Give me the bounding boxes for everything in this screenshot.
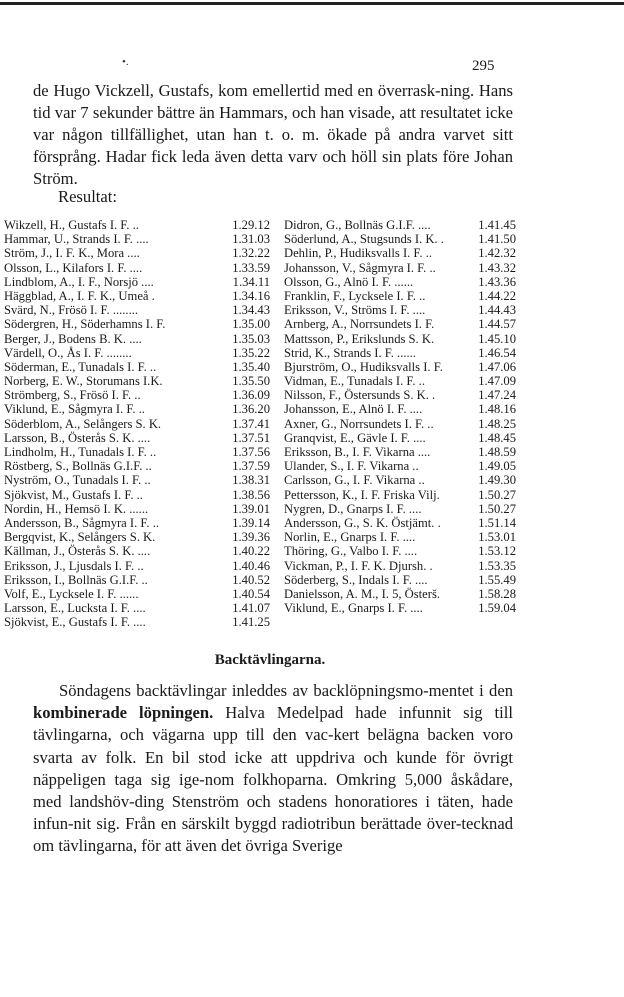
result-time: 1.55.49 — [478, 572, 516, 587]
result-name: Berger, J., Bodens B. K. .... — [4, 331, 142, 346]
result-name: Lindholm, H., Tunadals I. F. .. — [4, 445, 157, 459]
result-name: Hammar, U., Strands I. F. .... — [4, 232, 149, 247]
body-text-part2: Halva Medelpad hade infunnit sig till tävlingarna, och vägarna upp till den vac-kert belägna backen voro svarta av folk. En bil stod icke att uppdriva och kunde för övrigt näppeligen taga sig ige-nom folkhoparna. Omkring 5,000 åskådare, med landshöv-ding Stenström och stadens honoratiores i täten, hade infun-nit sig. Från en särskilt byggd radiotribun berättade över-tecknad om tävlingarna, för att även det övriga Sverige — [33, 703, 513, 856]
result-time: 1.48.59 — [478, 445, 516, 459]
result-row — [284, 445, 516, 459]
result-row — [4, 445, 270, 459]
result-name: Söderman, E., Tunadals I. F. .. — [4, 359, 157, 374]
result-time: 1.48.45 — [478, 430, 516, 445]
result-row — [284, 530, 516, 544]
result-name: Nyström, O., Tunadals I. F. .. — [4, 473, 151, 488]
result-time: 1.43.36 — [478, 274, 516, 289]
result-time: 1.53.35 — [478, 558, 516, 573]
result-row — [284, 246, 516, 260]
result-name: Bergqvist, K., Selångers S. K. — [4, 530, 156, 545]
result-row — [4, 601, 270, 615]
result-row — [284, 473, 516, 487]
result-name: Eriksson, B., I. F. Vikarna .... — [284, 445, 431, 459]
result-row — [284, 431, 516, 445]
result-row — [4, 346, 270, 360]
result-row — [4, 388, 270, 402]
result-row — [284, 573, 516, 587]
result-row — [4, 544, 270, 558]
result-row — [284, 360, 516, 374]
result-name: Nygren, D., Gnarps I. F. .... — [284, 501, 422, 516]
result-row — [4, 218, 270, 232]
result-row — [4, 587, 270, 601]
result-row — [284, 488, 516, 502]
result-name: Söderblom, A., Selångers S. K. — [4, 416, 162, 431]
result-name: Värdell, O., Ås I. F. ........ — [4, 345, 132, 360]
result-time: 1.35.00 — [232, 317, 270, 332]
page-number: 295 — [472, 58, 495, 74]
result-row — [284, 374, 516, 388]
result-row — [284, 317, 516, 331]
results-column-right — [284, 218, 516, 615]
result-row — [284, 601, 516, 615]
result-name: Vickman, P., I. F. K. Djursh. . — [284, 558, 433, 573]
result-name: Södergren, H., Söderhamns I. F. — [4, 317, 166, 332]
result-row — [284, 218, 516, 232]
result-time: 1.35.22 — [232, 345, 270, 360]
result-row — [4, 530, 270, 544]
result-time: 1.40.46 — [232, 558, 270, 573]
result-name: Olsson, G., Alnö I. F. ...... — [284, 274, 414, 289]
result-row — [4, 289, 270, 303]
result-name: Ulander, S., I. F. Vikarna .. — [284, 459, 419, 474]
result-time: 1.43.32 — [478, 260, 516, 275]
result-row — [4, 246, 270, 260]
result-name: Pettersson, K., I. F. Friska Vilj. — [284, 487, 440, 502]
result-time: 1.49.05 — [478, 459, 516, 474]
result-name: Franklin, F., Lycksele I. F. .. — [284, 288, 426, 303]
result-row — [284, 232, 516, 246]
result-name: Dehlin, P., Hudiksvalls I. F. .. — [284, 246, 433, 261]
intro-paragraph — [33, 80, 513, 190]
result-name: Söderberg, S., Indals I. F. .... — [284, 572, 428, 587]
result-time: 1.33.59 — [232, 260, 270, 275]
result-name: Andersson, G., S. K. Östjämt. . — [284, 515, 441, 530]
result-name: Carlsson, G., I. F. Vikarna .. — [284, 473, 425, 488]
result-name: Mattsson, P., Erikslunds S. K. — [284, 331, 435, 346]
result-row — [284, 402, 516, 416]
result-row — [4, 303, 270, 317]
result-name: Arnberg, A., Norrsundets I. F. — [284, 317, 435, 332]
result-row — [4, 261, 270, 275]
result-row — [4, 473, 270, 487]
result-row — [4, 559, 270, 573]
result-name: Viklund, E., Gnarps I. F. .... — [284, 601, 423, 616]
result-time: 1.37.41 — [232, 416, 270, 431]
result-row — [4, 488, 270, 502]
result-name: Nordin, H., Hemsö I. K. ...... — [4, 501, 149, 516]
result-time: 1.59.04 — [478, 601, 516, 616]
result-row — [284, 417, 516, 431]
result-time: 1.36.09 — [232, 388, 270, 403]
result-time: 1.38.56 — [232, 487, 270, 502]
result-time: 1.37.59 — [232, 459, 270, 474]
result-time: 1.37.51 — [232, 430, 270, 445]
result-row — [284, 544, 516, 558]
result-time: 1.51.14 — [478, 515, 516, 530]
result-row — [4, 232, 270, 246]
result-name: Svärd, N., Frösö I. F. ........ — [4, 303, 139, 318]
result-time: 1.40.54 — [232, 586, 270, 601]
result-name: Vidman, E., Tunadals I. F. .. — [284, 374, 425, 389]
result-name: Eriksson, I., Bollnäs G.I.F. .. — [4, 572, 148, 587]
result-row — [284, 261, 516, 275]
result-time: 1.45.10 — [478, 331, 516, 346]
result-time: 1.44.43 — [478, 303, 516, 318]
result-time: 1.44.22 — [478, 288, 516, 303]
result-row — [4, 573, 270, 587]
result-row — [284, 275, 516, 289]
result-time: 1.44.57 — [478, 317, 516, 332]
result-name: Källman, J., Österås S. K. .... — [4, 544, 151, 559]
result-name: Eriksson, V., Ströms I. F. .... — [284, 303, 426, 318]
result-row — [284, 388, 516, 402]
result-time: 1.34.11 — [232, 274, 270, 289]
result-time: 1.58.28 — [478, 586, 516, 601]
result-name: Nilsson, F., Östersunds S. K. . — [284, 388, 436, 403]
result-time: 1.48.25 — [478, 416, 516, 431]
result-name: Eriksson, J., Ljusdals I. F. .. — [4, 558, 144, 573]
results-column-left — [4, 218, 270, 629]
result-name: Johansson, E., Alnö I. F. .... — [284, 402, 423, 417]
result-row — [284, 559, 516, 573]
result-name: Wikzell, H., Gustafs I. F. .. — [4, 218, 139, 232]
result-name: Norlin, E., Gnarps I. F. .... — [284, 530, 416, 545]
result-time: 1.41.45 — [478, 218, 516, 232]
result-row — [4, 317, 270, 331]
result-time: 1.36.20 — [232, 402, 270, 417]
result-time: 1.48.16 — [478, 402, 516, 417]
result-time: 1.41.50 — [478, 232, 516, 247]
body-text-bold: kombinerade löpningen. — [33, 703, 214, 723]
result-row — [284, 587, 516, 601]
body-paragraph — [33, 680, 513, 858]
result-name: Olsson, L., Kilafors I. F. .... — [4, 260, 143, 275]
result-time: 1.38.31 — [232, 473, 270, 488]
result-name: Johansson, V., Sågmyra I. F. .. — [284, 260, 436, 275]
result-time: 1.46.54 — [478, 345, 516, 360]
result-row — [4, 417, 270, 431]
result-name: Strid, K., Strands I. F. ...... — [284, 345, 416, 360]
result-row — [284, 303, 516, 317]
result-name: Sjökvist, M., Gustafs I. F. .. — [4, 487, 143, 502]
result-time: 1.41.07 — [232, 601, 270, 616]
result-row — [4, 459, 270, 473]
result-time: 1.53.12 — [478, 544, 516, 559]
result-name: Bjurström, O., Hudiksvalls I. F. — [284, 359, 443, 374]
result-time: 1.35.03 — [232, 331, 270, 346]
result-time: 1.47.06 — [478, 359, 516, 374]
result-row — [4, 615, 270, 629]
result-row — [4, 332, 270, 346]
section-heading: Backtävlingarna. — [214, 652, 326, 668]
result-row — [284, 502, 516, 516]
result-name: Thöring, G., Valbo I. F. .... — [284, 544, 418, 559]
result-time: 1.40.52 — [232, 572, 270, 587]
result-name: Sjökvist, E., Gustafs I. F. .... — [4, 615, 146, 630]
result-row — [284, 459, 516, 473]
body-text-part1: Söndagens backtävlingar inleddes av backlöpningsmo-mentet i den — [59, 681, 513, 700]
result-name: Strömberg, S., Frösö I. F. .. — [4, 388, 141, 403]
result-name: Lindblom, A., I. F., Norsjö .... — [4, 274, 154, 289]
result-row — [4, 516, 270, 530]
top-rule — [0, 2, 624, 5]
result-time: 1.37.56 — [232, 445, 270, 459]
result-time: 1.41.25 — [232, 615, 270, 630]
result-time: 1.35.40 — [232, 359, 270, 374]
result-row — [4, 402, 270, 416]
result-name: Häggblad, A., I. F. K., Umeå . — [4, 288, 155, 303]
result-name: Granqvist, E., Gävle I. F. .... — [284, 430, 426, 445]
result-time: 1.39.36 — [232, 530, 270, 545]
result-time: 1.39.14 — [232, 515, 270, 530]
result-name: Danielsson, A. M., I. 5, Österš. — [284, 586, 441, 601]
result-row — [4, 502, 270, 516]
result-time: 1.39.01 — [232, 501, 270, 516]
result-name: Larsson, E., Lucksta I. F. .... — [4, 601, 146, 616]
result-time: 1.35.50 — [232, 374, 270, 389]
result-name: Didron, G., Bollnäs G.I.F. .... — [284, 218, 431, 232]
result-name: Söderlund, A., Stugsunds I. K. . — [284, 232, 444, 247]
result-row — [284, 516, 516, 530]
result-time: 1.47.09 — [478, 374, 516, 389]
result-time: 1.40.22 — [232, 544, 270, 559]
result-time: 1.34.43 — [232, 303, 270, 318]
result-time: 1.34.16 — [232, 288, 270, 303]
result-time: 1.31.03 — [232, 232, 270, 247]
page-mark: •. — [122, 56, 129, 68]
result-row — [4, 374, 270, 388]
result-name: Axner, G., Norrsundets I. F. .. — [284, 416, 434, 431]
result-time: 1.42.32 — [478, 246, 516, 261]
results-label: Resultat: — [58, 187, 117, 206]
result-row — [284, 332, 516, 346]
result-row — [4, 360, 270, 374]
result-name: Röstberg, S., Bollnäs G.I.F. .. — [4, 459, 152, 474]
result-time: 1.53.01 — [478, 530, 516, 545]
result-name: Ström, J., I. F. K., Mora .... — [4, 246, 140, 261]
result-row — [4, 431, 270, 445]
result-row — [284, 346, 516, 360]
result-name: Volf, E., Lycksele I. F. ...... — [4, 586, 139, 601]
result-time: 1.29.12 — [232, 218, 270, 232]
result-time: 1.32.22 — [232, 246, 270, 261]
intro-text: de Hugo Vickzell, Gustafs, kom emellertid med en överrask-ning. Hans tid var 7 sekunder bättre än Hammars, och han visade, att resultatet icke var någon tillfällighet, utan han t. o. m. ökade på andra varvet sitt försprång. Hadar fick leda även detta varv och höll sin plats före Johan Ström. — [33, 81, 513, 188]
result-row — [284, 289, 516, 303]
result-time: 1.49.30 — [478, 473, 516, 488]
result-name: Norberg, E. W., Storumans I.K. — [4, 374, 163, 389]
result-name: Andersson, B., Sågmyra I. F. .. — [4, 515, 160, 530]
result-name: Larsson, B., Österås S. K. .... — [4, 430, 151, 445]
result-time: 1.47.24 — [478, 388, 516, 403]
result-name: Viklund, E., Sågmyra I. F. .. — [4, 402, 145, 417]
result-row — [4, 275, 270, 289]
result-time: 1.50.27 — [478, 501, 516, 516]
result-time: 1.50.27 — [478, 487, 516, 502]
